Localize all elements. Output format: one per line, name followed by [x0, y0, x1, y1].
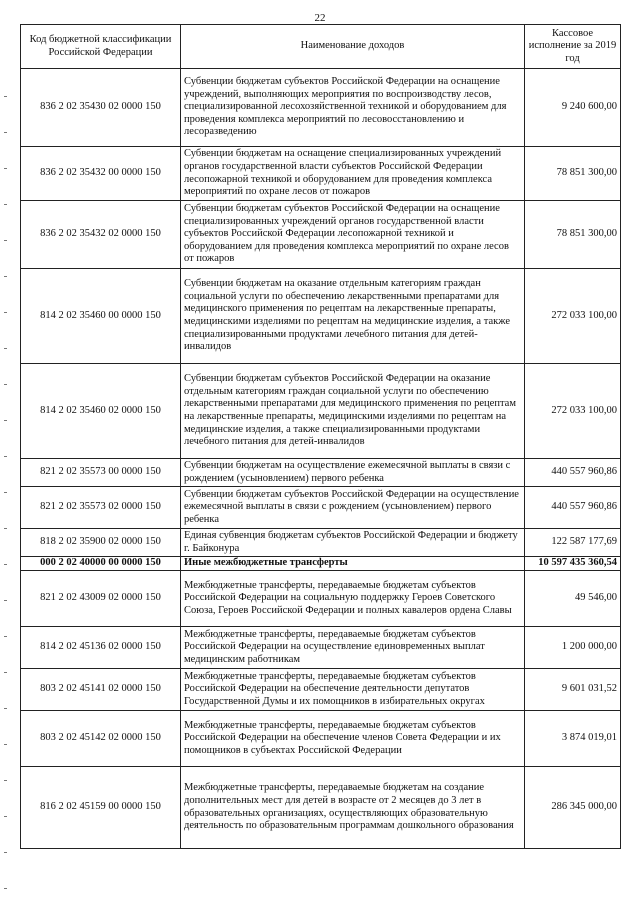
- row-code: 814 2 02 45136 02 0000 150: [21, 627, 181, 669]
- table-row: [21, 767, 621, 849]
- row-amount: 286 345 000,00: [525, 767, 621, 849]
- row-amount: 78 851 300,00: [525, 147, 621, 201]
- row-amount: 122 587 177,69: [525, 529, 621, 557]
- row-code: 836 2 02 35432 00 0000 150: [21, 147, 181, 201]
- table-row: [21, 269, 621, 364]
- row-code: 818 2 02 35900 02 0000 150: [21, 529, 181, 557]
- row-name: Межбюджетные трансферты, передаваемые бюджетам субъектов Российской Федерации на социальную поддержку Героев Советского Союза, Героев Российской Федерации и полных кавалеров ордена Славы: [181, 571, 525, 627]
- left-margin-binding-marks: [4, 0, 7, 905]
- row-amount: 1 200 000,00: [525, 627, 621, 669]
- row-name: Субвенции бюджетам субъектов Российской Федерации на осуществление ежемесячной выплаты в связи с рождением (усыновлением) первого ребенка: [181, 487, 525, 529]
- row-name: Субвенции бюджетам субъектов Российской Федерации на оказание отдельным категориям граждан социальной услуги по обеспечению лекарственными препаратами для медицинского применения по рецептам на лекарственные препараты, медицинскими изделиями по рецептам на медицинские изделия, а также специализированными продуктами лечебного питания для детей-инвалидов: [181, 364, 525, 459]
- row-code: 803 2 02 45141 02 0000 150: [21, 669, 181, 711]
- row-code: 000 2 02 40000 00 0000 150: [21, 557, 181, 571]
- row-amount: 78 851 300,00: [525, 201, 621, 269]
- table-row: [21, 487, 621, 529]
- row-amount: 9 601 031,52: [525, 669, 621, 711]
- row-code: 803 2 02 45142 02 0000 150: [21, 711, 181, 767]
- table-row: [21, 147, 621, 201]
- table-row: [21, 459, 621, 487]
- row-name: Межбюджетные трансферты, передаваемые бюджетам субъектов Российской Федерации на обеспечение деятельности депутатов Государственной Думы и их помощников в избирательных округах: [181, 669, 525, 711]
- row-code: 821 2 02 35573 02 0000 150: [21, 487, 181, 529]
- table-row-subtotal: [21, 557, 621, 571]
- row-amount: 440 557 960,86: [525, 459, 621, 487]
- row-name: Межбюджетные трансферты, передаваемые бюджетам субъектов Российской Федерации на обеспечение членов Совета Федерации и их помощников в субъектах Российской Федерации: [181, 711, 525, 767]
- row-amount: 10 597 435 360,54: [525, 557, 621, 571]
- row-amount: 49 546,00: [525, 571, 621, 627]
- table-row: [21, 201, 621, 269]
- table-row: [21, 529, 621, 557]
- table-header-row: [21, 25, 621, 69]
- header-amount: Кассовое исполнение за 2019 год: [525, 25, 621, 69]
- row-name: Субвенции бюджетам субъектов Российской Федерации на оснащение специализированных учреждений органов государственной власти субъектов Российской Федерации лесопожарной техникой и оборудованием для проведения комплекса мероприятий по охране лесов от пожаров: [181, 201, 525, 269]
- table-row: [21, 627, 621, 669]
- row-name: Единая субвенция бюджетам субъектов Российской Федерации и бюджету г. Байконура: [181, 529, 525, 557]
- row-amount: 272 033 100,00: [525, 364, 621, 459]
- table-row: [21, 571, 621, 627]
- budget-revenue-table: [20, 24, 621, 849]
- row-amount: 3 874 019,01: [525, 711, 621, 767]
- row-name: Субвенции бюджетам на осуществление ежемесячной выплаты в связи с рождением (усыновлением) первого ребенка: [181, 459, 525, 487]
- row-code: 816 2 02 45159 00 0000 150: [21, 767, 181, 849]
- header-code: Код бюджетной классификации Российской Федерации: [21, 25, 181, 69]
- row-name: Иные межбюджетные трансферты: [181, 557, 525, 571]
- table-row: [21, 711, 621, 767]
- row-code: 821 2 02 35573 00 0000 150: [21, 459, 181, 487]
- row-code: 836 2 02 35432 02 0000 150: [21, 201, 181, 269]
- row-name: Субвенции бюджетам на оказание отдельным категориям граждан социальной услуги по обеспечению лекарственными препаратами для медицинского применения по рецептам на лекарственные препараты, медицинскими изделиями по рецептам на медицинские изделия, а также специализированными продуктами лечебного питания для детей-инвалидов: [181, 269, 525, 364]
- row-code: 814 2 02 35460 02 0000 150: [21, 364, 181, 459]
- table-row: [21, 669, 621, 711]
- row-name: Межбюджетные трансферты, передаваемые бюджетам субъектов Российской Федерации на осуществление единовременных выплат медицинским работникам: [181, 627, 525, 669]
- page-number: 22: [314, 12, 326, 24]
- row-code: 814 2 02 35460 00 0000 150: [21, 269, 181, 364]
- row-code: 836 2 02 35430 02 0000 150: [21, 69, 181, 147]
- table-row: [21, 364, 621, 459]
- row-code: 821 2 02 43009 02 0000 150: [21, 571, 181, 627]
- row-amount: 440 557 960,86: [525, 487, 621, 529]
- row-amount: 9 240 600,00: [525, 69, 621, 147]
- row-name: Субвенции бюджетам субъектов Российской Федерации на оснащение учреждений, выполняющих мероприятия по воспроизводству лесов, специализированной лесохозяйственной техникой и оборудованием для проведения комплекса мероприятий по лесовосстановлению и лесоразведению: [181, 69, 525, 147]
- table-row: [21, 69, 621, 147]
- row-name: Межбюджетные трансферты, передаваемые бюджетам на создание дополнительных мест для детей в возрасте от 2 месяцев до 3 лет в образовательных организациях, осуществляющих образовательную деятельность по образовательным программам дошкольного образования: [181, 767, 525, 849]
- row-amount: 272 033 100,00: [525, 269, 621, 364]
- row-name: Субвенции бюджетам на оснащение специализированных учреждений органов государственной власти субъектов Российской Федерации лесопожарной техникой и оборудованием для проведения комплекса мероприятий по охране лесов от пожаров: [181, 147, 525, 201]
- header-name: Наименование доходов: [181, 25, 525, 69]
